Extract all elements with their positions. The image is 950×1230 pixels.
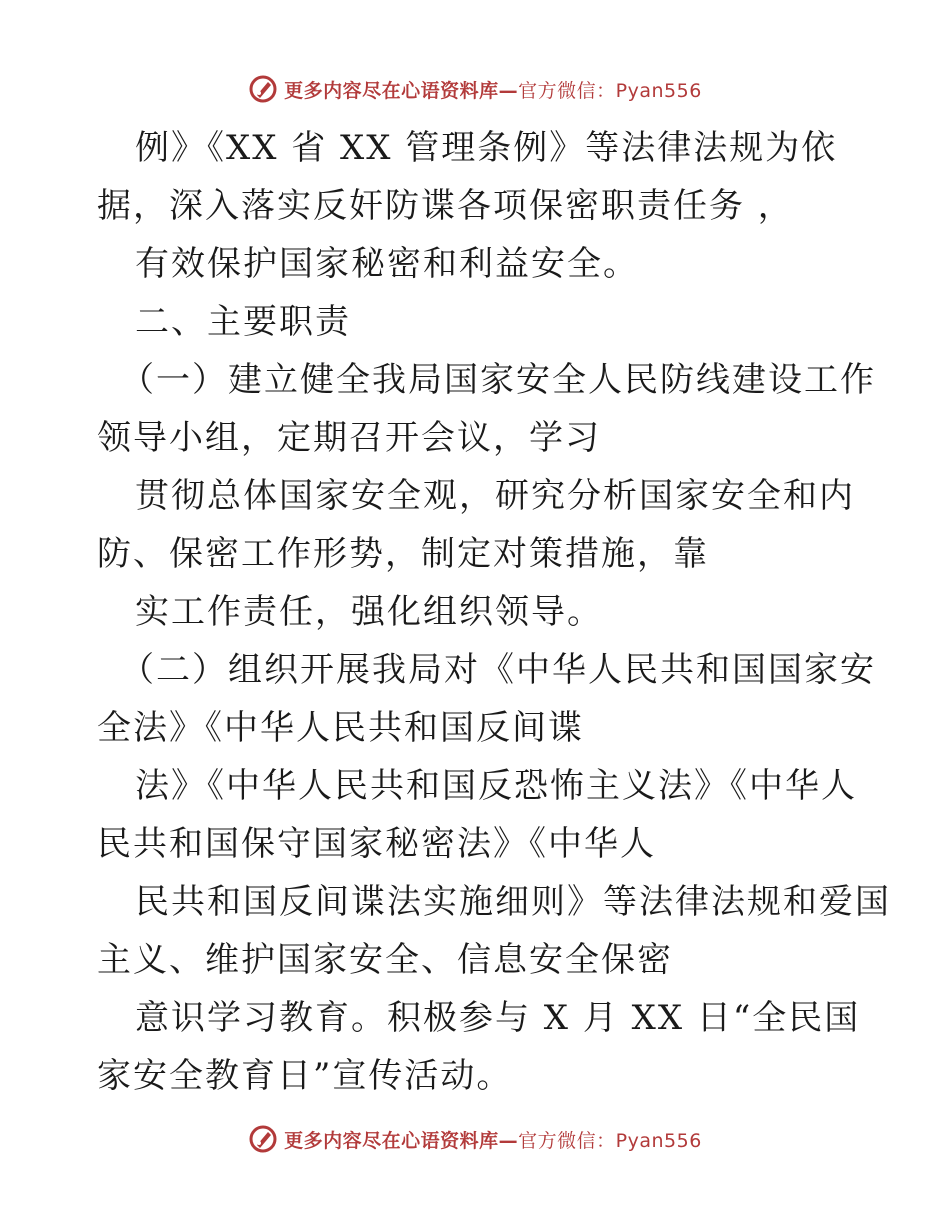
- body-line: 民共和国反间谍法实施细则》等法律法规和爱国: [135, 882, 891, 922]
- brand-logo-icon: [248, 1124, 278, 1154]
- body-line: 据，深入落实反奸防谍各项保密职责任务 ，: [97, 186, 794, 226]
- body-line: 防、保密工作形势，制定对策措施，靠: [97, 534, 709, 574]
- body-line: 民共和国保守国家秘密法》《中华人: [97, 824, 656, 864]
- header-banner: [0, 74, 950, 104]
- body-line: 例》《XX 省 XX 管理条例》等法律法规为依: [135, 128, 838, 168]
- body-line: 法》《中华人民共和国反恐怖主义法》《中华人: [135, 766, 857, 806]
- body-line: 主义、维护国家安全、信息安全保密: [97, 940, 673, 980]
- body-line: 有效保护国家秘密和利益安全。: [135, 244, 639, 284]
- banner-text: 更多内容尽在心语资料库—: [284, 79, 519, 102]
- body-line: 全法》《中华人民共和国反间谍: [97, 708, 584, 748]
- body-line: （一）建立健全我局国家安全人民防线建设工作: [120, 360, 876, 400]
- footer-banner: [0, 1124, 950, 1154]
- banner-wechat: 官方微信：Pyan556: [518, 1129, 702, 1152]
- brand-logo-icon: [248, 74, 278, 104]
- body-line: 领导小组，定期召开会议，学习: [97, 418, 601, 458]
- body-line: 贯彻总体国家安全观，研究分析国家安全和内: [135, 476, 855, 516]
- section-heading: 二、主要职责: [135, 302, 351, 342]
- body-line: （二）组织开展我局对《中华人民共和国国家安: [120, 650, 876, 690]
- body-line: 实工作责任，强化组织领导。: [135, 592, 603, 632]
- body-line: 家安全教育日”宣传活动。: [97, 1056, 513, 1096]
- banner-wechat: 官方微信：Pyan556: [518, 79, 702, 102]
- body-line: 意识学习教育。积极参与 X 月 XX 日“全民国: [135, 998, 861, 1038]
- banner-text: 更多内容尽在心语资料库—: [284, 1129, 519, 1152]
